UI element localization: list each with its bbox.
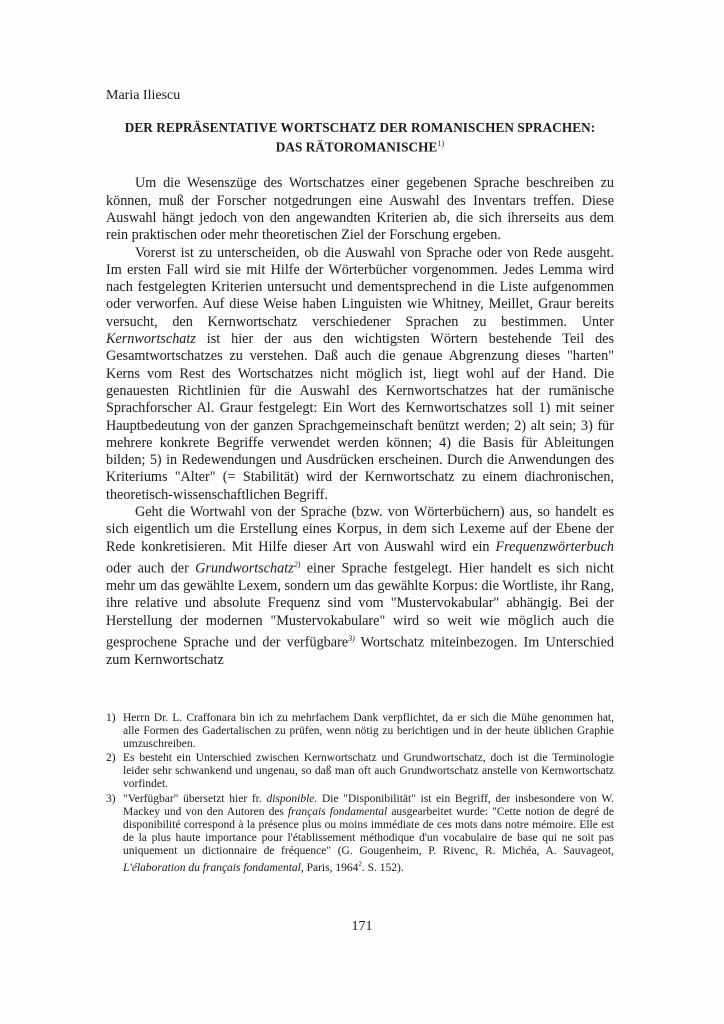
footnote-3-text-b: Die "Disponibilität" ist ein Begriff, der insbesondere von W. Mackey und von den Autoren des [123,792,614,818]
footnote-2-text: Es besteht ein Unterschied zwischen Kernwortschatz und Grundwortschatz, doch ist die Terminologie leider sehr schwankend und ungenau, so daß man oft auch Grundwortschatz anstelle von Kernwortschatz vorfindet. [123,752,614,791]
footnote-3-text-d: Paris, 1964 [303,861,359,874]
footnote-2-number: 2) [106,752,116,765]
title-line-1: DER REPRÄSENTATIVE WORTSCHATZ DER ROMANISCHEN SPRACHEN: [124,120,596,135]
page-number: 171 [351,919,373,934]
paragraph-3-text-c: einer Sprache festgelegt. Hier handelt es sich nicht mehr um das gewählte Lexem, sondern um das gewählte Korpus: die Wortliste, ihr Rang, ihre relative und absolute Frequenz sind vom "Mustervokabular" abhängig. Bei der Herstellung der modernen "Mustervokabulare" wird so weit wie möglich auch die gesprochene Sprache und der verfügbare [106,560,614,651]
footnote-1-number: 1) [106,712,116,724]
footnote-3-text-c: ausgearbeitet wurde: "Cette notion de degré de disponibilité correspond à la présence plus ou moins immédiate de ces mots dans notre mémoire. Elle est de la plus haute importance pour l'établissement méthodique d'un vocabulaire de base qui ne soit pas uniquement un dictionnaire de fréquence" (G. Gougenheim, P. Rivenc, R. Michéa, A. Sauvageot, [123,805,614,857]
paragraph-3-text-b: oder auch der [106,560,196,577]
footnote-marker-2: 2) [293,559,301,569]
footnote-3-text [123,793,614,875]
paragraph-2-text-a: Vorerst ist zu unterscheiden, ob die Auswahl von Sprache oder von Rede ausgeht. Im ersten Fall wird sie mit Hilfe der Wörterbücher vorgenommen. Jedes Lemma wird nach festgelegten Kriterien untersucht und dementsprechend in die Liste aufgenommen oder verworfen. Auf diese Weise haben Linguisten wie Whitney, Meillet, Graur bereits versucht, den Kernwortschatz verschiedener Sprachen zu bestimmen. Unter [106,244,614,330]
footnote-1-text: Herrn Dr. L. Craffonara bin ich zu mehrfachem Dank verpflichtet, da er sich die Mühe genommen hat, alle Formen des Gadertalischen zu prüfen, wenn nötig zu berichtigen und in der heute üblichen Graphie umzuschreiben. [123,712,614,751]
term-grundwortschatz: Grundwortschatz [195,560,294,577]
footnote-3-text-e: . S. 152). [361,861,404,874]
footnote-3 [106,793,614,875]
edition-superscript: 2 [358,860,362,869]
paragraph-3-text-d: Wortschatz miteinbezogen. Im Unterschied zum Kernwortschatz [106,634,614,668]
term-francais-fondamental: français fondamental [287,805,388,818]
term-disponible: disponible. [266,792,318,805]
title-line-2: DAS RÄTOROMANISCHE [275,139,438,155]
article-body [106,175,614,669]
paragraph-3 [106,504,614,669]
footnote-marker-3: 3) [348,633,355,643]
article-title [106,120,614,155]
term-frequenzwoerterbuch: Frequenzwörterbuch [495,538,614,555]
paragraph-2 [106,245,614,504]
paragraph-2-text-b: ist hier der aus den wichtigsten Wörtern bestehende Teil des Gesamtwortschatzes zu verstehen. Daß auch die genaue Abgrenzung dieses "harten" Kerns vom Rest des Wortschatzes nicht möglich ist, liegt wohl auf der Hand. Die genauesten Richtlinien für die Auswahl des Kernwortschatzes hat der rumänische Sprachforscher Al. Graur festgelegt: Ein Wort des Kernwortschatzes soll 1) mit seiner Hauptbedeutung von der ganzen Sprachgemeinschaft benützt werden; 2) alt sein; 3) für mehrere konkrete Begriffe verwendet werden können; 4) die Basis für Ableitungen bilden; 5) in Redewendungen und Ausdrücken erscheinen. Durch die Anwendungen des Kriteriums "Alter" (= Stabilität) wird der Kernwortschatz zu einem diachronischen, theoretisch-wissenschaftlichen Begriff. [106,331,614,503]
paragraph-3-text-a: Geht die Wortwahl von der Sprache (bzw. von Wörterbüchern) aus, so handelt es sich eigentlich um die Erstellung eines Korpus, in dem sich Lexeme auf der Ebene der Rede konkretisieren. Mit Hilfe dieser Art von Auswahl wird ein [106,504,614,555]
footnotes [106,712,614,876]
author-name: Maria Iliescu [106,88,181,103]
footnote-3-number: 3) [106,792,116,805]
term-kernwortschatz: Kernwortschatz [106,331,196,348]
paragraph-1: Um die Wesenszüge des Wortschatzes einer gegebenen Sprache beschreiben zu können, muß der Forscher notgedrungen eine Auswahl des Inventars treffen. Diese Auswahl hängt jedoch von den angewandten Kriterien ab, die sich ihrerseits aus dem rein praktischen oder mehr theoretischen Ziel der Forschung ergeben. [106,175,614,244]
article-page [106,88,614,669]
title-footnote-marker: 1) [437,139,445,148]
footnote-3-text-a: "Verfügbar" übersetzt hier fr. [123,792,267,805]
footnote-2 [106,752,614,791]
footnote-1 [106,712,614,751]
citation-title: L'élaboration du français fondamental, [123,861,304,874]
